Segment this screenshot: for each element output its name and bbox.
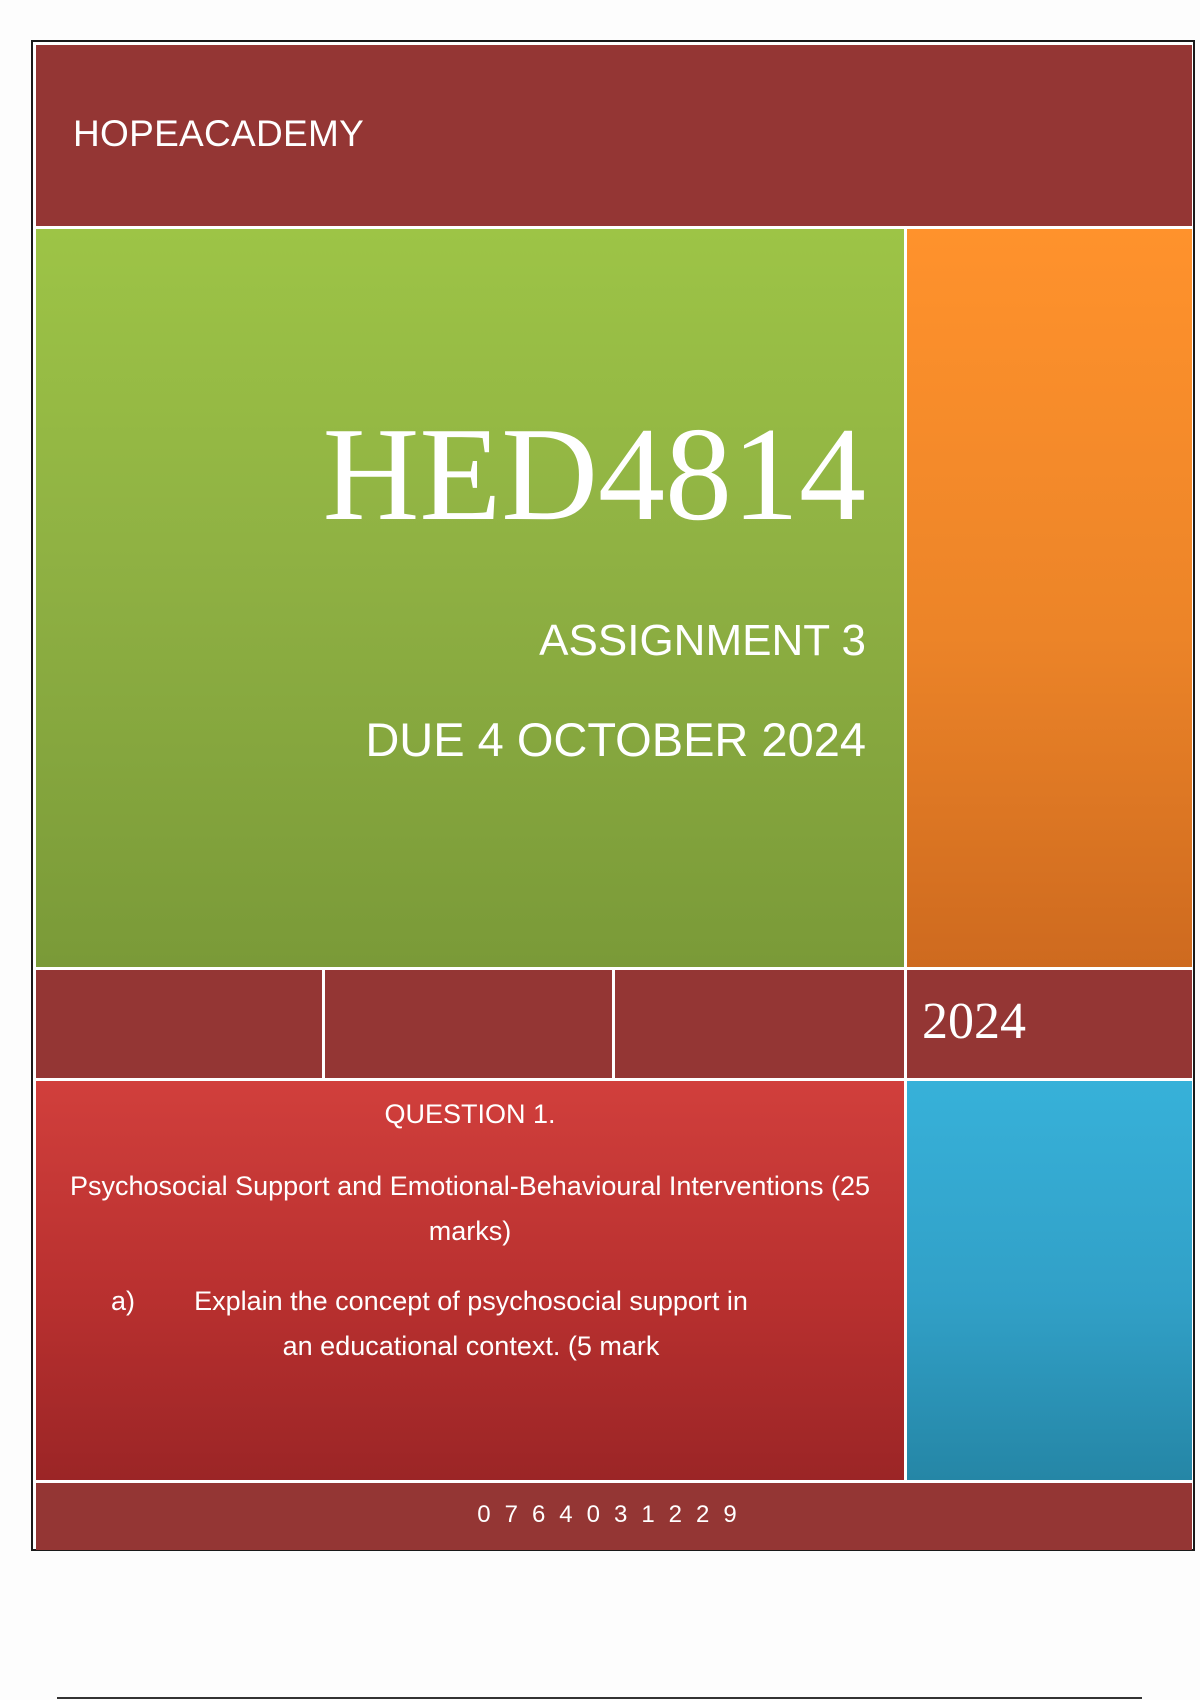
phone-number: 0764031229 (477, 1501, 751, 1528)
question-topic: Psychosocial Support and Emotional-Behavioural Interventions (25 marks) (70, 1171, 870, 1246)
mid-band-cell-3 (615, 970, 904, 1078)
school-name: HOPEACADEMY (73, 113, 365, 154)
course-code: HED4814 (322, 400, 866, 548)
question-title: QUESTION 1. (384, 1099, 556, 1129)
mid-band-cell-2 (325, 970, 612, 1078)
footer-band (36, 1483, 1192, 1550)
header-band (36, 45, 1192, 226)
question-part-text: Explain the concept of psychosocial support in an educational context. (5 mark (194, 1286, 748, 1361)
cover-page (31, 40, 1195, 1551)
blue-panel (907, 1081, 1192, 1480)
title-panel (36, 229, 904, 967)
bottom-rule (57, 1697, 1142, 1699)
question-part-label: a) (111, 1286, 136, 1316)
question-panel (36, 1081, 904, 1480)
mid-band-cell-1 (36, 970, 322, 1078)
year-cell (907, 970, 1192, 1078)
year-label: 2024 (922, 993, 1026, 1050)
due-date: DUE 4 OCTOBER 2024 (365, 713, 866, 766)
orange-panel (907, 229, 1192, 967)
assignment-label: ASSIGNMENT 3 (539, 616, 866, 665)
